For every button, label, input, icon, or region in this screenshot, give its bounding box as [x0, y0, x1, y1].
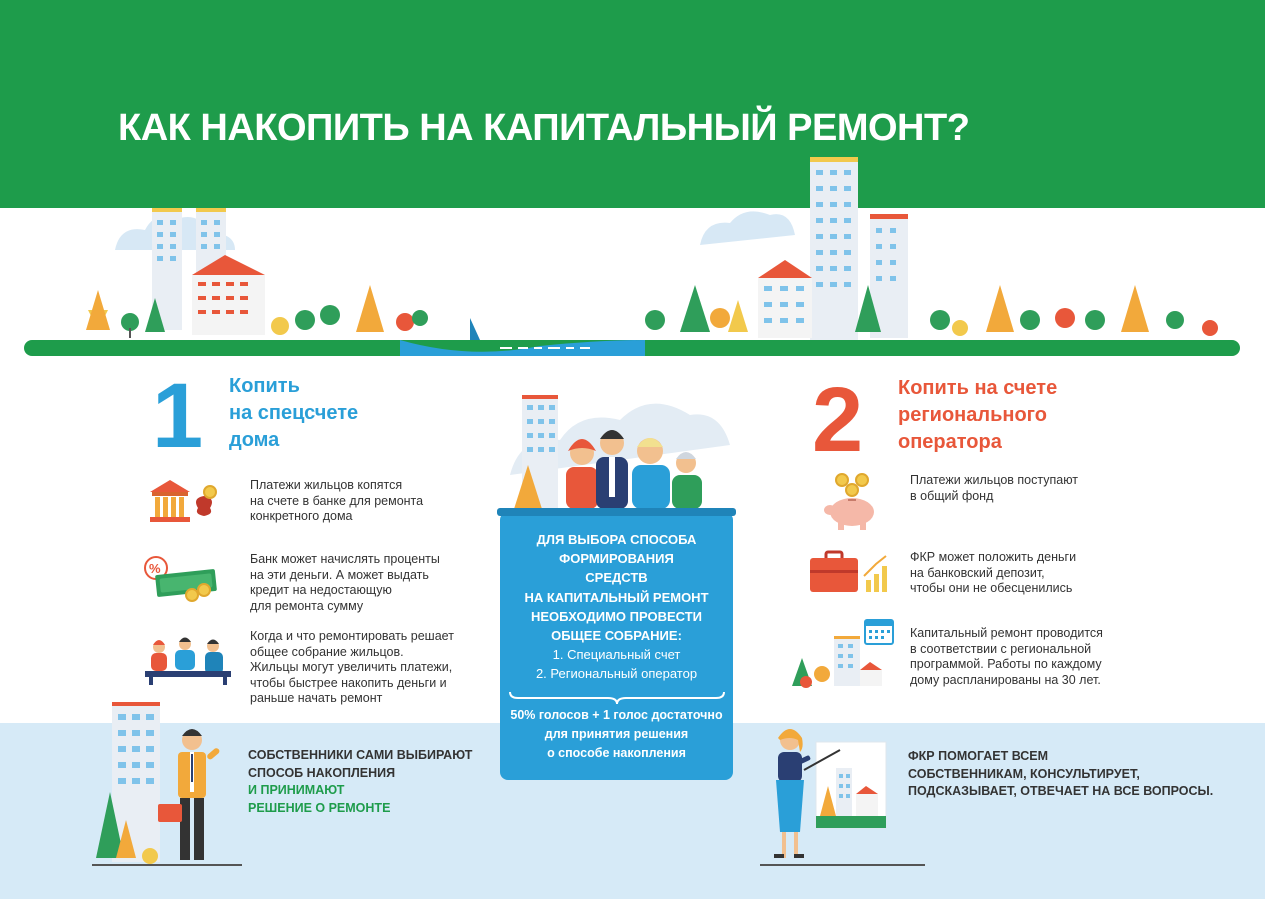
city-skyline-illustration [0, 150, 1265, 365]
consultant-presenting-icon [760, 722, 925, 868]
owner-with-briefcase-icon [92, 700, 242, 868]
svg-text:%: % [149, 561, 161, 576]
center-box-footer: 50% голосов + 1 голос достаточно для принятия решения о способе накопления [510, 708, 723, 760]
piggy-bank-icon [818, 470, 880, 532]
option-1-footer: СОБСТВЕННИКИ САМИ ВЫБИРАЮТ СПОСОБ НАКОПЛЕНИЯ И ПРИНИМАЮТ РЕШЕНИЕ О РЕМОНТЕ [248, 748, 473, 815]
option-1-item-1-text: Платежи жильцов копятся на счете в банке для ремонта конкретного дома [250, 478, 424, 523]
option-2-heading: Копить на счете регионального оператора [898, 377, 1058, 453]
center-brace-divider [508, 690, 726, 706]
residents-group-icon [500, 395, 735, 513]
briefcase-growth-icon [808, 548, 890, 596]
money-percent-icon [142, 552, 222, 607]
calendar-houses-icon [790, 618, 895, 688]
option-2-item-2-text: ФКР может положить деньги на банковский депозит, чтобы они не обесценились [910, 550, 1077, 595]
center-box-top-strip [497, 508, 736, 516]
bank-icon [148, 478, 220, 526]
option-2-item-1-text: Платежи жильцов поступают в общий фонд [910, 473, 1079, 503]
option-1-heading: Копить на спецсчете дома [229, 375, 359, 451]
center-box-text: ДЛЯ ВЫБОРА СПОСОБА ФОРМИРОВАНИЯ СРЕДСТВ НА КАПИТАЛЬНЫЙ РЕМОНТ НЕОБХОДИМО ПРОВЕСТИ ОБЩЕЕ СОБРАНИЕ: 1. Специальный счет 2. Региональный оператор [524, 532, 709, 682]
meeting-icon [145, 635, 231, 685]
page-title: КАК НАКОПИТЬ НА КАПИТАЛЬНЫЙ РЕМОНТ? [118, 107, 970, 149]
option-1-number: 1 [152, 365, 204, 467]
option-1-item-2-text: Банк может начислять проценты на эти деньги. А может выдать кредит на недостающую для ремонта сумму [250, 552, 440, 613]
option-2-number: 2 [812, 369, 864, 471]
option-1-item-3-text: Когда и что ремонтировать решает общее собрание жильцов. Жильцы могут увеличить платежи, чтобы быстрее накопить деньги и раньше начать ремонт [250, 629, 454, 705]
option-2-footer: ФКР ПОМОГАЕТ ВСЕМ СОБСТВЕННИКАМ, КОНСУЛЬТИРУЕТ, ПОДСКАЗЫВАЕТ, ОТВЕЧАЕТ НА ВСЕ ВОПРОСЫ. [908, 749, 1214, 798]
option-2-item-3-text: Капитальный ремонт проводится в соответствии с региональной программой. Работы по каждому дому распланированы на 30 лет. [910, 626, 1103, 687]
